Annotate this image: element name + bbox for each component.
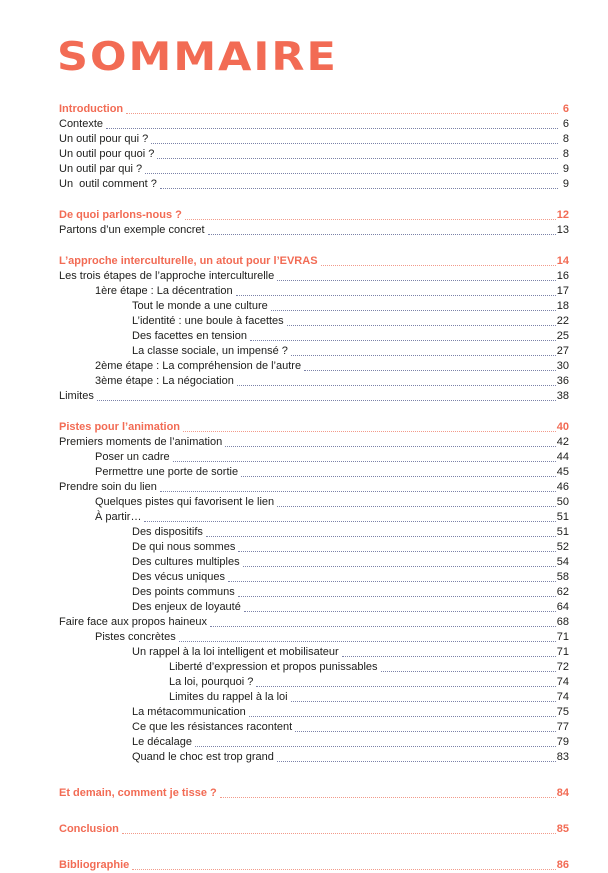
toc-label: Limites du rappel à la loi xyxy=(169,691,288,703)
toc-entry[interactable] xyxy=(59,374,569,389)
toc-label: La classe sociale, un impensé ? xyxy=(132,345,288,357)
dot-leader xyxy=(183,430,556,432)
toc-entry[interactable] xyxy=(59,177,569,192)
dot-leader xyxy=(122,832,556,834)
dot-leader xyxy=(208,233,556,235)
toc-label: Un outil pour qui ? xyxy=(59,133,149,145)
toc-label: La métacommunication xyxy=(132,706,246,718)
toc-page-number: 8 xyxy=(562,148,569,160)
dot-leader xyxy=(256,685,555,687)
toc-page-number: 42 xyxy=(556,436,569,448)
toc-label: Le décalage xyxy=(132,736,192,748)
dot-leader xyxy=(206,535,556,537)
dot-leader xyxy=(160,490,556,492)
toc-label: 1ère étape : La décentration xyxy=(95,285,233,297)
dot-leader xyxy=(238,595,556,597)
dot-leader xyxy=(220,796,556,798)
toc-entry[interactable] xyxy=(59,284,569,299)
toc-label: Quelques pistes qui favorisent le lien xyxy=(95,496,275,508)
dot-leader xyxy=(236,294,556,296)
toc-page-number: 45 xyxy=(556,466,569,478)
toc-entry[interactable] xyxy=(59,147,569,162)
toc-entry[interactable] xyxy=(59,465,569,480)
toc-page-number: 72 xyxy=(556,661,569,673)
dot-leader xyxy=(132,868,555,870)
toc-page-number: 64 xyxy=(556,601,569,613)
toc-label: Des dispositifs xyxy=(132,526,203,538)
toc-label: Poser un cadre xyxy=(95,451,170,463)
toc-section-et-demain[interactable] xyxy=(59,786,569,801)
dot-leader xyxy=(126,112,558,114)
dot-leader xyxy=(321,264,556,266)
dot-leader xyxy=(238,550,555,552)
toc-label: 2ème étape : La compréhension de l’autre xyxy=(95,360,302,372)
dot-leader xyxy=(250,339,556,341)
toc-entry[interactable] xyxy=(59,435,569,450)
toc-page-number: 8 xyxy=(562,133,569,145)
toc-label: Les trois étapes de l’approche interculturelle xyxy=(59,270,275,282)
toc-entry[interactable] xyxy=(59,690,569,705)
toc-label: Un outil pour quoi ? xyxy=(59,148,155,160)
dot-leader xyxy=(179,640,556,642)
toc-entry[interactable] xyxy=(59,269,569,284)
toc-entry[interactable] xyxy=(59,389,569,404)
dot-leader xyxy=(145,172,558,174)
toc-label: Liberté d’expression et propos punissables xyxy=(169,661,378,673)
spacer xyxy=(59,765,569,786)
toc-page-number: 12 xyxy=(556,209,569,221)
dot-leader xyxy=(228,580,556,582)
toc-page-number: 71 xyxy=(556,631,569,643)
dot-leader xyxy=(277,279,556,281)
toc-entry[interactable] xyxy=(59,162,569,177)
dot-leader xyxy=(151,142,558,144)
toc-label: Un outil par qui ? xyxy=(59,163,143,175)
toc-page-number: 85 xyxy=(556,823,569,835)
toc-section-de-quoi-parlons-nous[interactable] xyxy=(59,208,569,223)
toc-entry[interactable] xyxy=(59,705,569,720)
toc-label: De qui nous sommes xyxy=(132,541,236,553)
toc-label: Premiers moments de l’animation xyxy=(59,436,223,448)
toc-page-number: 79 xyxy=(556,736,569,748)
dot-leader xyxy=(304,369,556,371)
toc-page-number: 44 xyxy=(556,451,569,463)
toc-entry[interactable] xyxy=(59,329,569,344)
toc-entry[interactable] xyxy=(59,660,569,675)
toc-entry[interactable] xyxy=(59,314,569,329)
toc-page-number: 83 xyxy=(556,751,569,763)
toc-label: Tout le monde a une culture xyxy=(132,300,268,312)
dot-leader xyxy=(342,655,556,657)
toc-section-bibliographie[interactable] xyxy=(59,858,569,873)
dot-leader xyxy=(241,475,556,477)
toc-entry[interactable] xyxy=(59,630,569,645)
toc-entry[interactable] xyxy=(59,600,569,615)
toc-page-number: 58 xyxy=(556,571,569,583)
toc-page-number: 27 xyxy=(556,345,569,357)
toc-entry[interactable] xyxy=(59,299,569,314)
toc-entry[interactable] xyxy=(59,675,569,690)
toc-page-number: 14 xyxy=(556,255,569,267)
dot-leader xyxy=(277,505,556,507)
dot-leader xyxy=(185,218,556,220)
toc-label: Bibliographie xyxy=(59,859,130,871)
toc-label: De quoi parlons-nous ? xyxy=(59,209,182,221)
dot-leader xyxy=(225,445,556,447)
dot-leader xyxy=(210,625,556,627)
toc-entry[interactable] xyxy=(59,480,569,495)
toc-page-number: 74 xyxy=(556,691,569,703)
toc-entry[interactable] xyxy=(59,555,569,570)
toc-page-number: 25 xyxy=(556,330,569,342)
toc-page-number: 18 xyxy=(556,300,569,312)
toc-label: Des vécus uniques xyxy=(132,571,225,583)
dot-leader xyxy=(144,520,555,522)
toc-label: Contexte xyxy=(59,118,104,130)
dot-leader xyxy=(97,399,556,401)
toc-label: Un outil comment ? xyxy=(59,178,157,190)
toc-page-number: 68 xyxy=(556,616,569,628)
toc-entry[interactable] xyxy=(59,495,569,510)
page-title: SOMMAIRE xyxy=(57,34,338,81)
dot-leader xyxy=(237,384,556,386)
toc-page-number: 6 xyxy=(562,103,569,115)
spacer xyxy=(59,192,569,208)
toc-section-pistes-animation[interactable] xyxy=(59,420,569,435)
toc-label: L’identité : une boule à facettes xyxy=(132,315,284,327)
toc-label: Des cultures multiples xyxy=(132,556,240,568)
toc-label: Quand le choc est trop grand xyxy=(132,751,274,763)
toc-label: L’approche interculturelle, un atout pour l’EVRAS xyxy=(59,255,318,267)
dot-leader xyxy=(173,460,556,462)
toc-label: Ce que les résistances racontent xyxy=(132,721,293,733)
toc-page-number: 22 xyxy=(556,315,569,327)
toc-section-approche-interculturelle[interactable] xyxy=(59,254,569,269)
toc-page-number: 13 xyxy=(556,224,569,236)
toc-page-number: 84 xyxy=(556,787,569,799)
toc-label: Conclusion xyxy=(59,823,119,835)
dot-leader xyxy=(249,715,556,717)
dot-leader xyxy=(291,700,556,702)
toc-entry[interactable] xyxy=(59,750,569,765)
toc-page-number: 36 xyxy=(556,375,569,387)
toc-entry[interactable] xyxy=(59,132,569,147)
toc-page-number: 38 xyxy=(556,390,569,402)
toc-entry[interactable] xyxy=(59,720,569,735)
spacer xyxy=(59,801,569,822)
toc-label: Partons d’un exemple concret xyxy=(59,224,205,236)
toc-label: Des enjeux de loyauté xyxy=(132,601,241,613)
dot-leader xyxy=(243,565,556,567)
dot-leader xyxy=(277,760,556,762)
dot-leader xyxy=(160,187,558,189)
toc-page-number: 71 xyxy=(556,646,569,658)
toc-label: Permettre une porte de sortie xyxy=(95,466,239,478)
toc-entry[interactable] xyxy=(59,359,569,374)
dot-leader xyxy=(287,324,556,326)
toc-entry[interactable] xyxy=(59,570,569,585)
dot-leader xyxy=(295,730,556,732)
toc-label: Un rappel à la loi intelligent et mobilisateur xyxy=(132,646,339,658)
toc-label: Des points communs xyxy=(132,586,235,598)
spacer xyxy=(59,238,569,254)
toc-entry[interactable] xyxy=(59,525,569,540)
toc-label: La loi, pourquoi ? xyxy=(169,676,254,688)
dot-leader xyxy=(157,157,558,159)
toc-label: Des facettes en tension xyxy=(132,330,247,342)
toc-label: Limites xyxy=(59,390,94,402)
toc-entry[interactable] xyxy=(59,344,569,359)
toc-page-number: 51 xyxy=(556,511,569,523)
toc-page-number: 17 xyxy=(556,285,569,297)
toc-page-number: 54 xyxy=(556,556,569,568)
toc-label: Prendre soin du lien xyxy=(59,481,157,493)
dot-leader xyxy=(195,745,556,747)
spacer xyxy=(59,404,569,420)
toc-entry[interactable] xyxy=(59,585,569,600)
toc-page-number: 16 xyxy=(556,270,569,282)
table-of-contents xyxy=(59,102,569,873)
toc-entry[interactable] xyxy=(59,510,569,525)
toc-page-number: 40 xyxy=(556,421,569,433)
toc-page-number: 50 xyxy=(556,496,569,508)
toc-entry[interactable] xyxy=(59,615,569,630)
toc-section-introduction[interactable] xyxy=(59,102,569,117)
toc-label: Pistes pour l’animation xyxy=(59,421,181,433)
toc-entry[interactable] xyxy=(59,117,569,132)
toc-page-number: 9 xyxy=(562,178,569,190)
toc-section-conclusion[interactable] xyxy=(59,822,569,837)
dot-leader xyxy=(291,354,556,356)
toc-entry[interactable] xyxy=(59,540,569,555)
toc-label: 3ème étape : La négociation xyxy=(95,375,234,387)
toc-page-number: 30 xyxy=(556,360,569,372)
toc-label: Pistes concrètes xyxy=(95,631,176,643)
toc-page-number: 62 xyxy=(556,586,569,598)
toc-page-number: 46 xyxy=(556,481,569,493)
toc-label: Faire face aux propos haineux xyxy=(59,616,207,628)
dot-leader xyxy=(106,127,558,129)
toc-entry[interactable] xyxy=(59,223,569,238)
toc-page-number: 86 xyxy=(556,859,569,871)
toc-page-number: 75 xyxy=(556,706,569,718)
toc-page-number: 52 xyxy=(556,541,569,553)
dot-leader xyxy=(244,610,556,612)
toc-page-number: 51 xyxy=(556,526,569,538)
dot-leader xyxy=(381,670,556,672)
toc-page-number: 6 xyxy=(562,118,569,130)
toc-page-number: 77 xyxy=(556,721,569,733)
toc-label: Et demain, comment je tisse ? xyxy=(59,787,217,799)
toc-entry[interactable] xyxy=(59,735,569,750)
toc-entry[interactable] xyxy=(59,450,569,465)
toc-page-number: 9 xyxy=(562,163,569,175)
toc-label: Introduction xyxy=(59,103,124,115)
dot-leader xyxy=(271,309,556,311)
toc-entry[interactable] xyxy=(59,645,569,660)
toc-label: À partir… xyxy=(95,511,142,523)
toc-page-number: 74 xyxy=(556,676,569,688)
